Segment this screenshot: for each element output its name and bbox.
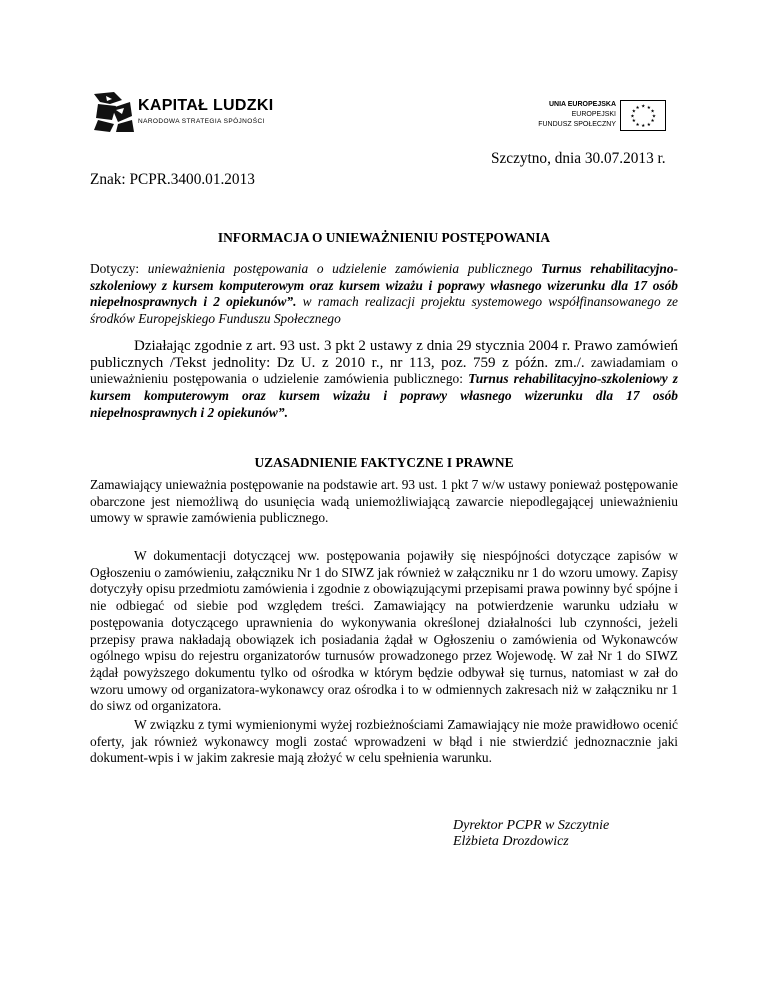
eu-logo — [520, 100, 680, 136]
svg-text:★: ★ — [646, 105, 651, 111]
kapital-ludzki-subtitle: NARODOWA STRATEGIA SPÓJNOŚCI — [138, 118, 265, 125]
svg-text:★: ★ — [635, 122, 640, 128]
svg-text:★: ★ — [641, 104, 646, 110]
signature-block — [453, 818, 609, 850]
intro-notice: zawiadamiam o unieważnieniu postępowania o udzielenie zamówienia publicznego: — [90, 354, 678, 387]
subject-project: w ramach realizacji projektu systemowego współfinansowanego ze środków Europejskiego Funduszu Społecznego — [90, 294, 678, 327]
subject-title: Turnus rehabilitacyjno-szkoleniowy z kursem komputerowym oraz kursem wizażu i poprawy własnego wizerunku dla 17 osób niepełnosprawnych i 2 opiekunów”. — [90, 261, 679, 310]
eu-flag-icon — [620, 100, 666, 131]
kapital-ludzki-title: KAPITAŁ LUDZKI — [138, 97, 274, 114]
svg-text:★: ★ — [635, 105, 640, 111]
eu-line-2: EUROPEJSKI — [571, 111, 616, 118]
subject-text: unieważnienia postępowania o udzielenie zamówienia publicznego — [147, 261, 542, 276]
documentation-paragraph: W dokumentacji dotyczącej ww. postępowania pojawiły się niespójności dotyczące zapisów w Ogłoszeniu o zamówieniu, załączniku Nr 1 do SIWZ jak również w załączniku nr 1 do wzoru umowy. Zapisy dotyczyły opisu przedmiotu zamówienia i zgodnie z obowiązującymi przepisami prawa powinny być spójne i nie odbiegać od siebie pod względem treści. Zamawiający na potwierdzenie warunku udziału w postępowania dotyczącego uprawnienia do wykonywania określonej działalności lub czynności, jeżeli przepisy prawa nakładają obowiązek ich posiadania żądał w Ogłoszeniu o zamówienia od Wykonawców ogólnego wpisu do rejestru organizatorów turnusów prowadzonego przez Wojewodę. W zał Nr 1 do SIWZ żądał powyższego dokumentu tylko od ośrodka w którym będzie odbywał się turnus, natomiast w zał do wzoru umowy od organizatora-wykonawcy oraz ośrodka i to w odmiennych zakresach niż w załączniku nr 1 do siwz od organizatora. — [90, 548, 678, 714]
svg-text:★: ★ — [646, 122, 651, 128]
svg-text:★: ★ — [651, 114, 657, 120]
kapital-ludzki-mark-icon — [92, 90, 136, 134]
document-title: INFORMACJA O UNIEWAŻNIENIU POSTĘPOWANIA — [217, 230, 551, 245]
document-date: Szczytno, dnia 30.07.2013 r. — [491, 150, 666, 167]
eu-line-3: FUNDUSZ SPOŁECZNY — [538, 121, 616, 128]
subject-label: Dotyczy: — [90, 261, 148, 276]
svg-text:★: ★ — [641, 124, 646, 130]
svg-text:★: ★ — [630, 114, 635, 120]
document-reference: Znak: PCPR.3400.01.2013 — [90, 171, 255, 188]
eu-line-1: UNIA EUROPEJSKA — [548, 101, 616, 108]
reason-paragraph: Zamawiający unieważnia postępowanie na podstawie art. 93 ust. 1 pkt 7 w/w ustawy ponieważ postępowanie obarczone jest niemożliwą do usunięcia wadą uniemożliwiającą zawarcie niepodlegającej unieważnieniu umowy w sprawie zamówienia publicznego. — [90, 477, 678, 526]
conclusion-paragraph: W związku z tymi wymienionymi wyżej rozbieżnościami Zamawiający nie może prawidłowo ocenić oferty, jak również wykonawcy mogli zostać wprowadzeni w błąd i nie stwierdzić jednoznacznie jaki dokument-wpis i w jakim zakresie mają złożyć w celu spełnienia warunku. — [90, 717, 678, 766]
svg-text:★: ★ — [650, 119, 655, 125]
intro-legal-basis: Działając zgodnie z art. 93 ust. 3 pkt 2 ustawy z dnia 29 stycznia 2004 r. Prawo zamówień publicznych /Tekst jednolity: Dz U. z 2010 r., nr 113, poz. 759 z późn. zm./. — [90, 338, 678, 371]
signature-name: Elżbieta Drozdowicz — [453, 834, 569, 849]
subject-paragraph — [90, 261, 678, 328]
section-heading: UZASADNIENIE FAKTYCZNE I PRAWNE — [254, 455, 514, 470]
kapital-ludzki-logo — [92, 90, 292, 134]
svg-text:★: ★ — [631, 119, 636, 125]
signature-position: Dyrektor PCPR w Szczytnie — [453, 818, 610, 833]
intro-title: Turnus rehabilitacyjno-szkoleniowy z kursem komputerowym oraz kursem wizażu i poprawy własnego wizerunku dla 17 osób niepełnosprawnych i 2 opiekunów”. — [90, 371, 678, 420]
eu-logo-text — [538, 100, 616, 130]
intro-paragraph — [90, 338, 678, 422]
svg-text:★: ★ — [650, 109, 655, 115]
svg-text:★: ★ — [631, 109, 636, 115]
